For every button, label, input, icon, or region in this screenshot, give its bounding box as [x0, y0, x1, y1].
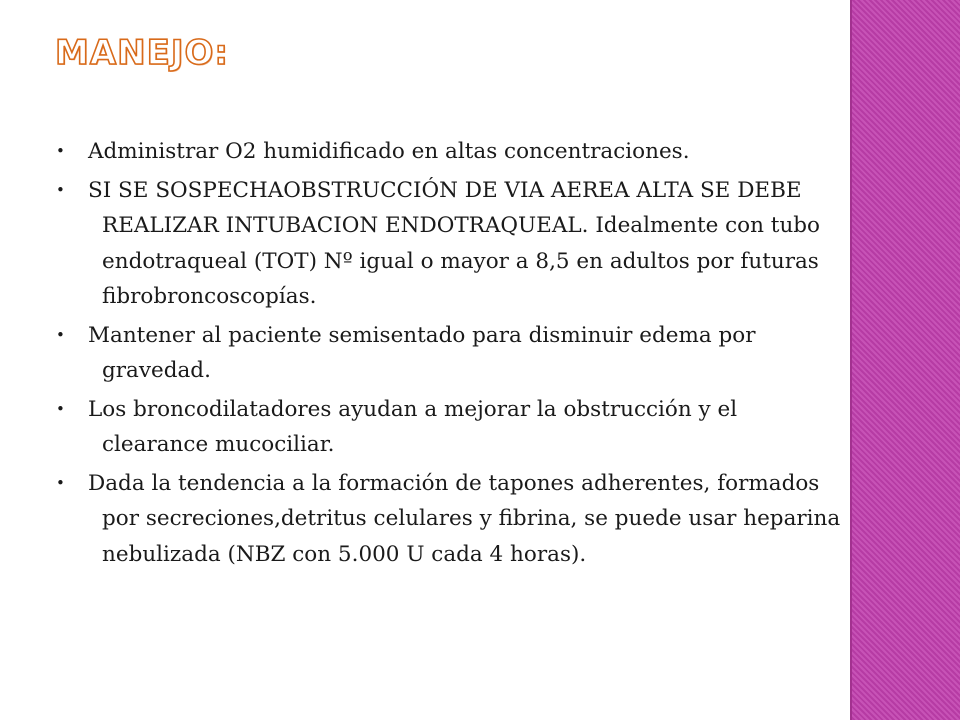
bullet-icon: •	[56, 399, 65, 418]
list-item	[56, 392, 846, 463]
list-item-text: Mantener al paciente semisentado para disminuir edema por gravedad.	[88, 322, 756, 383]
bullet-icon: •	[56, 142, 65, 160]
list-item	[56, 173, 846, 315]
side-band-edge	[850, 0, 852, 720]
list-item-text: Los broncodilatadores ayudan a mejorar la obstrucción y el clearance mucociliar.	[88, 396, 738, 457]
list-item-text: Dada la tendencia a la formación de tapones adherentes, formados por secreciones,detritus celulares y fibrina, se puede usar heparina nebulizada (NBZ con 5.000 U cada 4 horas).	[88, 470, 841, 567]
decorative-side-band	[850, 0, 960, 720]
slide-title: MANEJO:	[55, 33, 229, 73]
bullet-list	[56, 134, 846, 575]
bullet-icon: •	[56, 180, 65, 199]
list-item	[56, 318, 846, 389]
list-item	[56, 134, 846, 170]
list-item	[56, 466, 846, 573]
bullet-icon: •	[56, 473, 65, 492]
list-item-text: SI SE SOSPECHAOBSTRUCCIÓN DE VIA AEREA ALTA SE DEBE REALIZAR INTUBACION ENDOTRAQUEAL. Idealmente con tubo endotraqueal (TOT) Nº igual o mayor a 8,5 en adultos por futuras fibrobroncoscopías.	[88, 177, 821, 309]
bullet-icon: •	[56, 325, 65, 344]
list-item-text: Administrar O2 humidificado en altas concentraciones.	[88, 139, 690, 164]
